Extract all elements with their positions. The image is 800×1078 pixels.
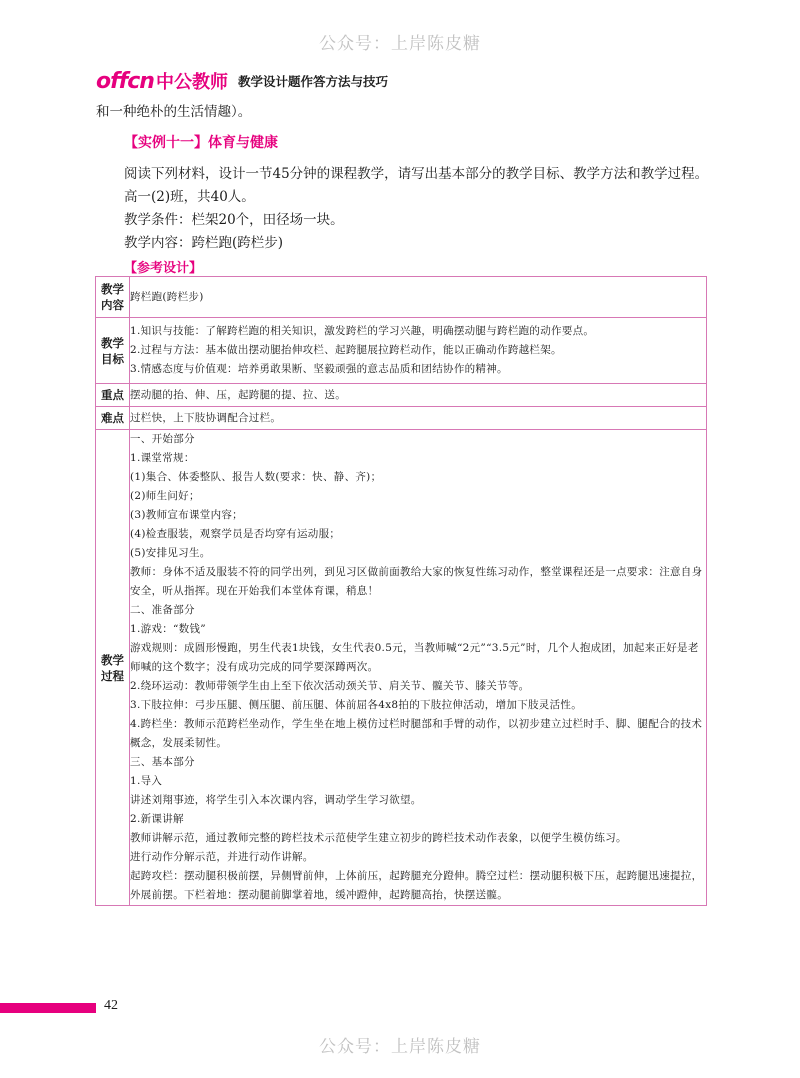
page-number-bar	[0, 1003, 96, 1013]
content-line: 教师：身体不适及服装不符的同学出列，到见习区做前面教给大家的恢复性练习动作，整堂课程还是一点要求：注意自身安全，听从指挥。现在开始我们本堂体育课，稍息！	[130, 566, 703, 597]
label-text: 目标	[101, 351, 124, 366]
page-number: 42	[104, 998, 118, 1013]
row-content	[130, 384, 707, 407]
label-text: 教学	[101, 652, 124, 667]
row-content	[130, 318, 707, 384]
paragraph: 教学条件：栏架20个，田径场一块。	[124, 212, 344, 228]
content-line: 进行动作分解示范，并进行动作讲解。	[130, 851, 314, 863]
content-line: 1.知识与技能：了解跨栏跑的相关知识，激发跨栏的学习兴趣，明确摆动腿与跨栏跑的动作要点。	[130, 325, 595, 337]
content-line: 游戏规则：成圆形慢跑，男生代表1块钱，女生代表0.5元，当教师喊“2元”“3.5元”时，几个人抱成团，加起来正好是老师喊的这个数字；没有成功完成的同学要深蹲两次。	[130, 642, 699, 673]
content-line: 三、基本部分	[130, 756, 195, 768]
label-text: 重点	[101, 388, 124, 402]
offcn-logo: offcn	[96, 68, 154, 94]
content-line: 讲述刘翔事迹，将学生引入本次课内容，调动学生学习欲望。	[130, 794, 422, 806]
table-row	[96, 384, 707, 407]
example-title: 【实例十一】体育与健康	[124, 135, 278, 151]
content-line: 3.下肢拉伸：弓步压腿、侧压腿、前压腿、体前屈各4x8拍的下肢拉伸活动，增加下肢灵活性。	[130, 699, 582, 711]
label-text: 过程	[101, 668, 124, 683]
content-line: 二、准备部分	[130, 604, 195, 616]
row-content	[130, 430, 707, 906]
content-line: (1)集合、体委整队、报告人数(要求：快、静、齐)；	[130, 471, 382, 483]
content-line: 1.游戏：“数钱”	[130, 623, 206, 635]
table-row	[96, 407, 707, 430]
content-line: 一、开始部分	[130, 433, 195, 445]
content-line: (4)检查服装，观察学员是否均穿有运动服；	[130, 528, 341, 540]
page-header	[96, 68, 388, 94]
row-label	[96, 430, 130, 906]
content-line: (5)安排见习生。	[130, 547, 211, 559]
table-row	[96, 318, 707, 384]
label-text: 难点	[101, 411, 124, 425]
content-line: 2.新课讲解	[130, 813, 184, 825]
content-line: 1.导入	[130, 775, 163, 787]
table-row	[96, 277, 707, 318]
row-label	[96, 277, 130, 318]
row-label	[96, 384, 130, 407]
content-line: 教师讲解示范，通过教师完整的跨栏技术示范使学生建立初步的跨栏技术动作表象，以便学生模仿练习。	[130, 832, 627, 844]
watermark-top: 公众号：上岸陈皮糖	[319, 34, 481, 54]
teaching-design-table	[95, 276, 707, 906]
content-line: (2)师生问好；	[130, 490, 200, 502]
content-line: 4.跨栏坐：教师示范跨栏坐动作，学生坐在地上模仿过栏时腿部和手臂的动作，以初步建立过栏时手、脚、腿配合的技术概念，发展柔韧性。	[130, 718, 703, 749]
label-text: 教学	[101, 282, 124, 296]
label-text: 教学	[101, 335, 124, 350]
table-row	[96, 430, 707, 906]
paragraph: 高一(2)班，共40人。	[124, 189, 255, 205]
reference-design-label: 【参考设计】	[124, 261, 203, 276]
content-line: 过栏快，上下肢协调配合过栏。	[130, 411, 282, 424]
content-line: 起跨攻栏：摆动腿积极前摆，异侧臂前伸，上体前压，起跨腿充分蹬伸。腾空过栏：摆动腿积极下压，起跨腿迅速提拉，外展前摆。下栏着地：摆动腿前脚掌着地，缓冲蹬伸，起跨腿高抬，快摆送髋。	[130, 870, 703, 901]
row-content	[130, 407, 707, 430]
content-line: 1.课堂常规：	[130, 452, 195, 464]
content-line: 跨栏跑(跨栏步)	[130, 290, 204, 303]
content-line: 2.过程与方法：基本做出摆动腿抬伸攻栏、起跨腿展拉跨栏动作，能以正确动作跨越栏架。	[130, 344, 562, 356]
paragraph: 阅读下列材料，设计一节45分钟的课程教学，请写出基本部分的教学目标、教学方法和教学过程。	[124, 166, 709, 182]
offcn-logo-cn: 中公教师	[155, 72, 228, 93]
row-content	[130, 277, 707, 318]
paragraph: 教学内容：跨栏跑(跨栏步)	[124, 235, 284, 251]
continued-line: 和一种绝朴的生活情趣）。	[96, 104, 252, 120]
content-line: 3.情感态度与价值观：培养勇敢果断、坚毅顽强的意志品质和团结协作的精神。	[130, 363, 508, 375]
watermark-bottom: 公众号：上岸陈皮糖	[319, 1037, 481, 1057]
row-label	[96, 407, 130, 430]
header-title: 教学设计题作答方法与技巧	[237, 74, 388, 89]
content-line: 摆动腿的抬、伸、压，起跨腿的提、拉、送。	[130, 388, 346, 401]
content-line: (3)教师宣布课堂内容；	[130, 509, 243, 521]
label-text: 内容	[101, 298, 124, 312]
content-line: 2.绕环运动：教师带领学生由上至下依次活动颈关节、肩关节、髋关节、膝关节等。	[130, 680, 530, 692]
row-label	[96, 318, 130, 384]
